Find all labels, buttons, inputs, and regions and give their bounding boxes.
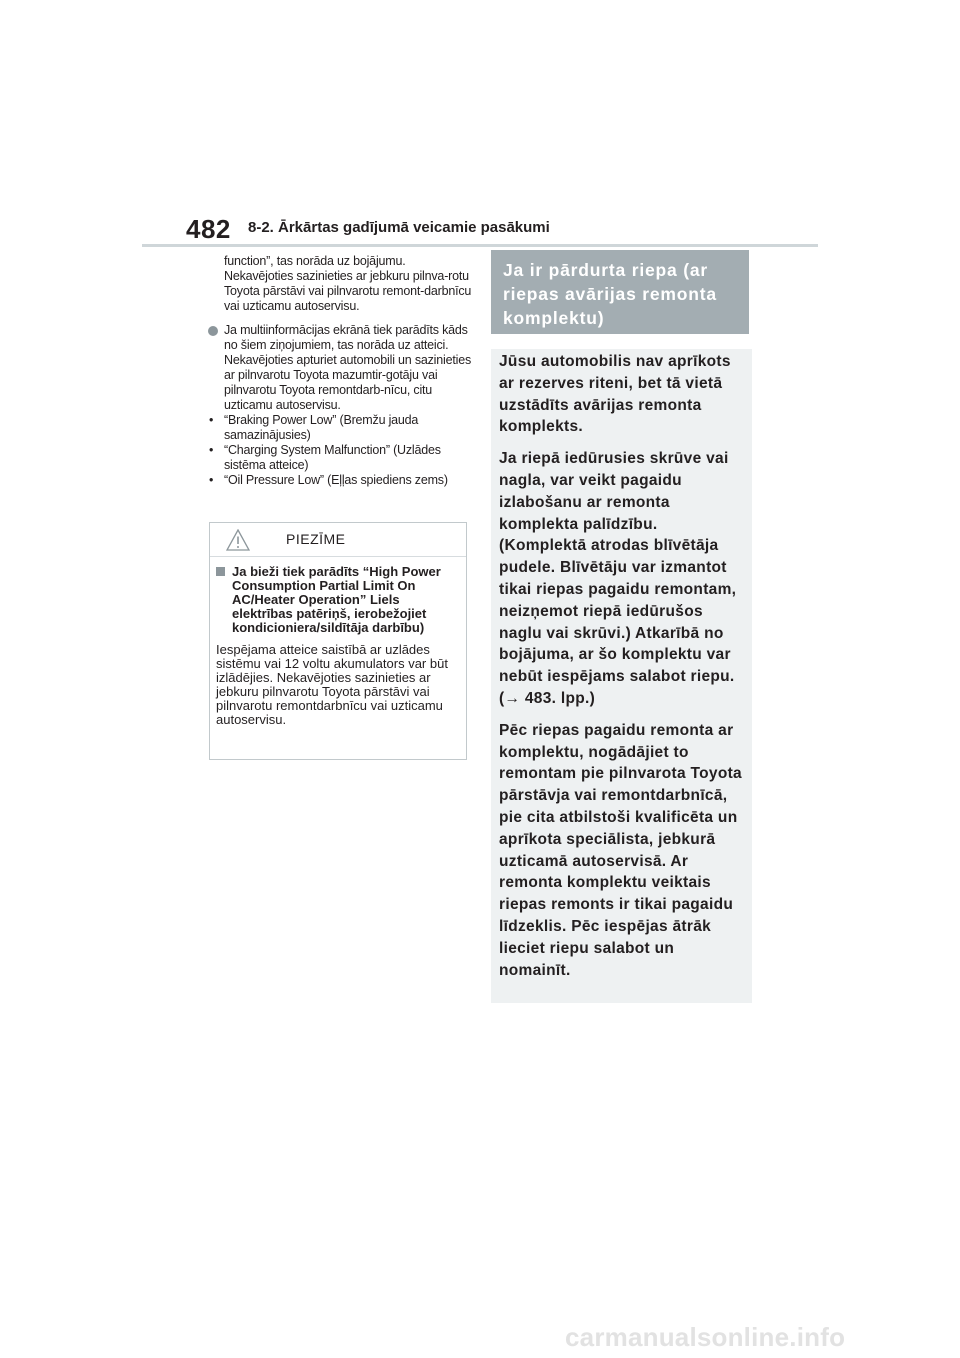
list-item	[208, 413, 472, 443]
left-column	[208, 254, 472, 488]
list-item-text: “Oil Pressure Low” (Eļļas spiediens zems)	[224, 473, 448, 487]
note-box	[209, 522, 467, 760]
note-subheading-text: Ja bieži tiek parādīts “High Power Consumption Partial Limit On AC/Heater Operation” Liels elektrības patēriņš, ierobežojiet kondicioniera/sildītāja darbību)	[232, 564, 441, 635]
note-title: PIEZĪME	[286, 531, 346, 547]
box-paragraph: Pēc riepas pagaidu remonta ar komplektu, nogādājiet to remontam pie pilnvarota Toyota pārstāvja vai remontdarbnīcā, pie cita atbilstoši kvalificēta un aprīkota speciālista, jebkurā uzticamā autoservisā. Ar remonta komplektu veiktais riepas remonts ir tikai pagaidu līdzeklis. Pēc iespējas ātrāk lieciet riepu salabot un nomainīt.	[499, 721, 742, 979]
note-body	[210, 557, 466, 727]
note-text: Iespējama atteice saistībā ar uzlādes sistēmu vai 12 voltu akumulators var būt izlādējies. Nekavējoties sazinieties ar jebkuru pilnvarotu Toyota pārstāvi vai pilnvarotu remontdarbnīcu vai uzticamu autoservisu.	[216, 642, 448, 727]
section-title: 8-2. Ārkārtas gadījumā veicamie pasākumi	[248, 219, 550, 236]
list-marker: •	[209, 443, 214, 457]
watermark: carmanualsonline.info	[565, 1322, 846, 1352]
warning-triangle-icon	[226, 529, 250, 551]
note-header	[210, 523, 466, 557]
header-rule	[142, 244, 818, 247]
bullet-paragraph-text: Ja multiinformācijas ekrānā tiek parādīts kāds no šiem ziņojumiem, tas norāda uz atteici. Nekavējoties apturiet automobili un sazinieties ar pilnvarotu Toyota mazumtir-gotāju vai pilnvarotu Toyota remontdarb-nīcu, citu uzticamu autoservisu.	[224, 323, 471, 412]
list-item-text: “Braking Power Low” (Bremžu jauda samazinājusies)	[224, 413, 419, 442]
list-item	[208, 473, 472, 488]
note-subheading	[216, 565, 456, 635]
box-paragraph: Jūsu automobilis nav aprīkots ar rezerves riteni, bet tā vietā uzstādīts avārijas remonta komplekts.	[499, 353, 731, 436]
square-bullet-icon	[216, 567, 225, 576]
continuation-text: function”, tas norāda uz bojājumu. Nekavējoties sazinieties ar jebkuru pilnva-rotu Toyota pārstāvi vai pilnvarotu remont-darbnīcu vai uzticamu autoservisu.	[224, 254, 472, 313]
flat-tire-heading: Ja ir pārdurta riepa (ar riepas avārijas remonta komplektu)	[491, 250, 749, 334]
list-item	[208, 443, 472, 473]
bullet-paragraph	[208, 323, 472, 413]
flat-tire-box	[491, 349, 752, 1003]
page-number: 482	[186, 214, 231, 244]
list-item-text: “Charging System Malfunction” (Uzlādes sistēma atteice)	[224, 443, 441, 472]
box-paragraph: Ja riepā iedūrusies skrūve vai nagla, var veikt pagaidu izlabošanu ar remonta komplekta palīdzību. (Komplektā atrodas blīvētāja pudele. Blīvētāju var izmantot tikai riepas pagaidu remontam, neizņemot riepā iedūrušos naglu vai skrūvi.) Atkarībā no bojājuma, ar šo komplektu var nebūt iespējams salabot riepu. (→ 483. lpp.)	[499, 450, 737, 707]
list-marker: •	[209, 413, 214, 427]
list-marker: •	[209, 473, 214, 487]
circle-bullet-icon	[208, 326, 218, 336]
message-list	[208, 413, 472, 488]
